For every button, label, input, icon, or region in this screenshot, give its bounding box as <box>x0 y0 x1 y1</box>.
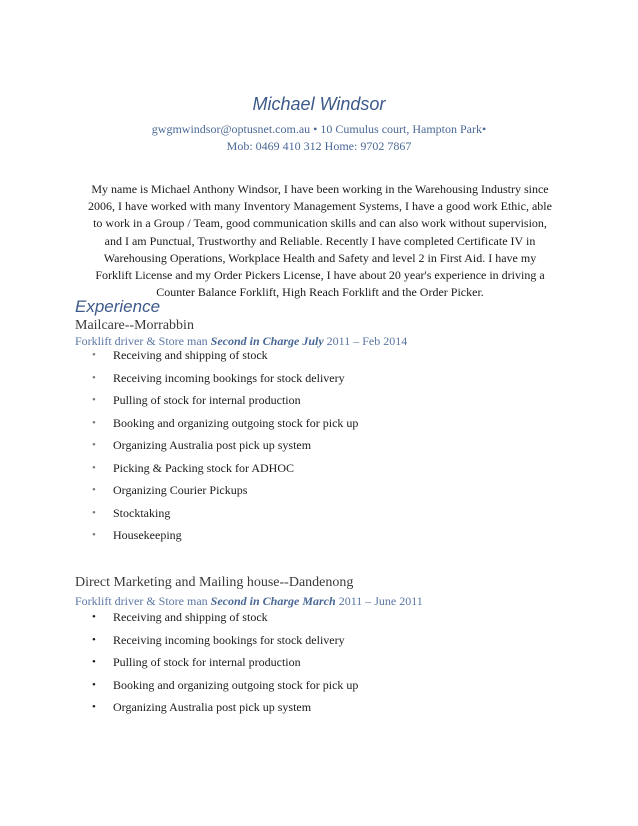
duty-text: Receiving and shipping of stock <box>113 610 268 624</box>
summary-line: 2006, I have worked with many Inventory Management Systems, I have a good work Ethic, able <box>88 199 552 214</box>
job-role-dates: 2011 – Feb 2014 <box>323 334 408 348</box>
duty-text: Pulling of stock for internal production <box>113 393 301 407</box>
duty-item <box>90 610 358 633</box>
duty-text: Receiving incoming bookings for stock delivery <box>113 632 345 647</box>
job-role <box>75 594 423 609</box>
bullet-icon: • <box>92 529 96 541</box>
duty-text: Stocktaking <box>113 505 171 520</box>
job-duties-list <box>90 610 358 723</box>
bullet-icon: • <box>92 461 96 474</box>
bullet-icon: • <box>92 633 96 646</box>
summary-line: to work in a Group / Team, good communication skills and can also work without supervision, <box>93 216 547 231</box>
duty-text: Receiving and shipping of stock <box>113 348 268 362</box>
duty-item <box>90 655 358 678</box>
summary-line: Warehousing Operations, Workplace Health and Safety and level 2 in First Aid. I have my <box>103 250 537 265</box>
contact-email-address: gwgmwindsor@optusnet.com.au • 10 Cumulus court, Hampton Park• <box>151 122 487 136</box>
job-role-dates: 2011 – June 2011 <box>335 594 423 608</box>
duty-item <box>90 678 358 701</box>
duty-item <box>90 528 358 551</box>
summary-line: Counter Balance Forklift, High Reach Forklift and the Order Picker. <box>156 285 484 300</box>
duty-item <box>90 461 358 484</box>
job-role-title: Forklift driver & Store man <box>75 334 211 348</box>
experience-heading: Experience <box>75 297 161 316</box>
professional-summary <box>70 181 570 301</box>
candidate-name: Michael Windsor <box>252 94 386 114</box>
job-role-emphasis: Second in Charge March <box>210 594 336 608</box>
duty-item <box>90 371 358 394</box>
duty-text: Booking and organizing outgoing stock for pick up <box>113 677 359 692</box>
duty-text: Housekeeping <box>113 528 182 542</box>
bullet-icon: • <box>92 371 96 384</box>
duty-text: Receiving incoming bookings for stock delivery <box>113 370 345 385</box>
duty-item <box>90 633 358 656</box>
bullet-icon: • <box>92 678 96 691</box>
duty-text: Organizing Courier Pickups <box>113 483 248 497</box>
summary-line: and I am Punctual, Trustworthy and Reliable. Recently I have completed Certificate IV in <box>104 233 536 248</box>
duty-text: Picking & Packing stock for ADHOC <box>113 460 294 475</box>
summary-line: My name is Michael Anthony Windsor, I have been working in the Warehousing Industry since <box>91 182 549 196</box>
bullet-icon: • <box>92 484 96 496</box>
duty-text: Organizing Australia post pick up system <box>113 438 312 452</box>
job-employer: Direct Marketing and Mailing house--Dandenong <box>75 575 354 590</box>
bullet-icon: • <box>92 506 96 519</box>
duty-item <box>90 348 358 371</box>
bullet-icon: • <box>92 701 96 713</box>
bullet-icon: • <box>92 656 96 668</box>
bullet-icon: • <box>92 439 96 451</box>
job-employer: Mailcare--Morrabbin <box>75 318 194 333</box>
job-duties-list <box>90 348 358 551</box>
duty-text: Pulling of stock for internal production <box>113 655 301 669</box>
job-role-emphasis: Second in Charge July <box>210 334 324 348</box>
bullet-icon: • <box>92 394 96 406</box>
duty-item <box>90 700 358 723</box>
duty-item <box>90 438 358 461</box>
duty-text: Booking and organizing outgoing stock for pick up <box>113 415 359 430</box>
duty-item <box>90 393 358 416</box>
duty-item <box>90 506 358 529</box>
job-role <box>75 334 407 349</box>
job-role-title: Forklift driver & Store man <box>75 594 211 608</box>
bullet-icon: • <box>92 416 96 429</box>
duty-item <box>90 483 358 506</box>
contact-phone-numbers: Mob: 0469 410 312 Home: 9702 7867 <box>226 139 412 153</box>
bullet-icon: • <box>92 611 96 623</box>
duty-text: Organizing Australia post pick up system <box>113 700 312 714</box>
summary-line: Forklift License and my Order Pickers License, I have about 20 year's experience in driving a <box>95 268 545 283</box>
duty-item <box>90 416 358 439</box>
bullet-icon: • <box>92 349 96 361</box>
